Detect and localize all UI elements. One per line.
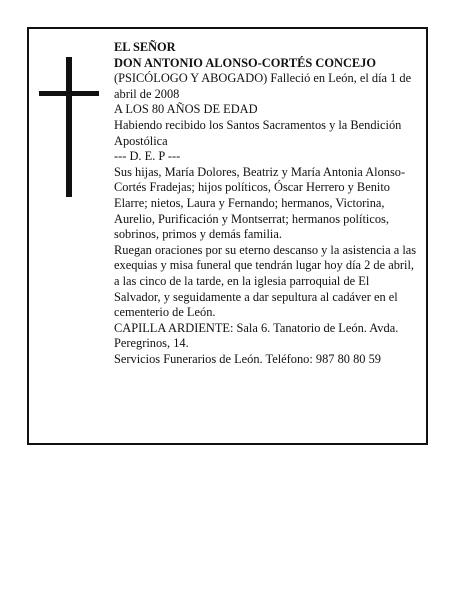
funeral-paragraph: Ruegan oraciones por su eterno descanso y la asistencia a las exequias y misa funeral que tendrán lugar hoy día 2 de abril, a las cinco de la tarde, en la iglesia parroquial de El Salvador, y seguidamente a dar sepultura al cadáver en el cementerio de León. [114, 242, 417, 320]
sacraments-line: Habiendo recibido los Santos Sacramentos y la Bendición Apostólica [114, 117, 402, 148]
chapel-line: CAPILLA ARDIENTE: Sala 6. Tanatorio de León. Avda. Peregrinos, 14. [114, 320, 399, 351]
profession-death-line: (PSICÓLOGO Y ABOGADO) Falleció en León, el día 1 de abril de 2008 [114, 71, 412, 101]
funeral-services-line: Servicios Funerarios de León. Teléfono: 987 80 80 59 [114, 351, 381, 366]
obituary-notice [27, 27, 428, 445]
cross-horizontal-bar [39, 91, 99, 96]
deceased-name: DON ANTONIO ALONSO-CORTÉS CONCEJO [114, 55, 376, 70]
age-line: A LOS 80 AÑOS DE EDAD [114, 102, 258, 117]
family-paragraph: Sus hijas, María Dolores, Beatriz y María Antonia Alonso-Cortés Fradejas; hijos políticos, Óscar Herrero y Benito Elarre; nietos, Laura y Fernando; hermanos, Victorina, Aurelio, Purificación y Montserrat; hermanos políticos, sobrinos, primos y demás familia. [114, 164, 406, 242]
cross-vertical-bar [66, 57, 72, 197]
rip-line: --- D. E. P --- [114, 149, 181, 164]
obituary-text [114, 40, 419, 367]
honorific-line: EL SEÑOR [114, 40, 176, 54]
cross-icon [39, 57, 99, 197]
